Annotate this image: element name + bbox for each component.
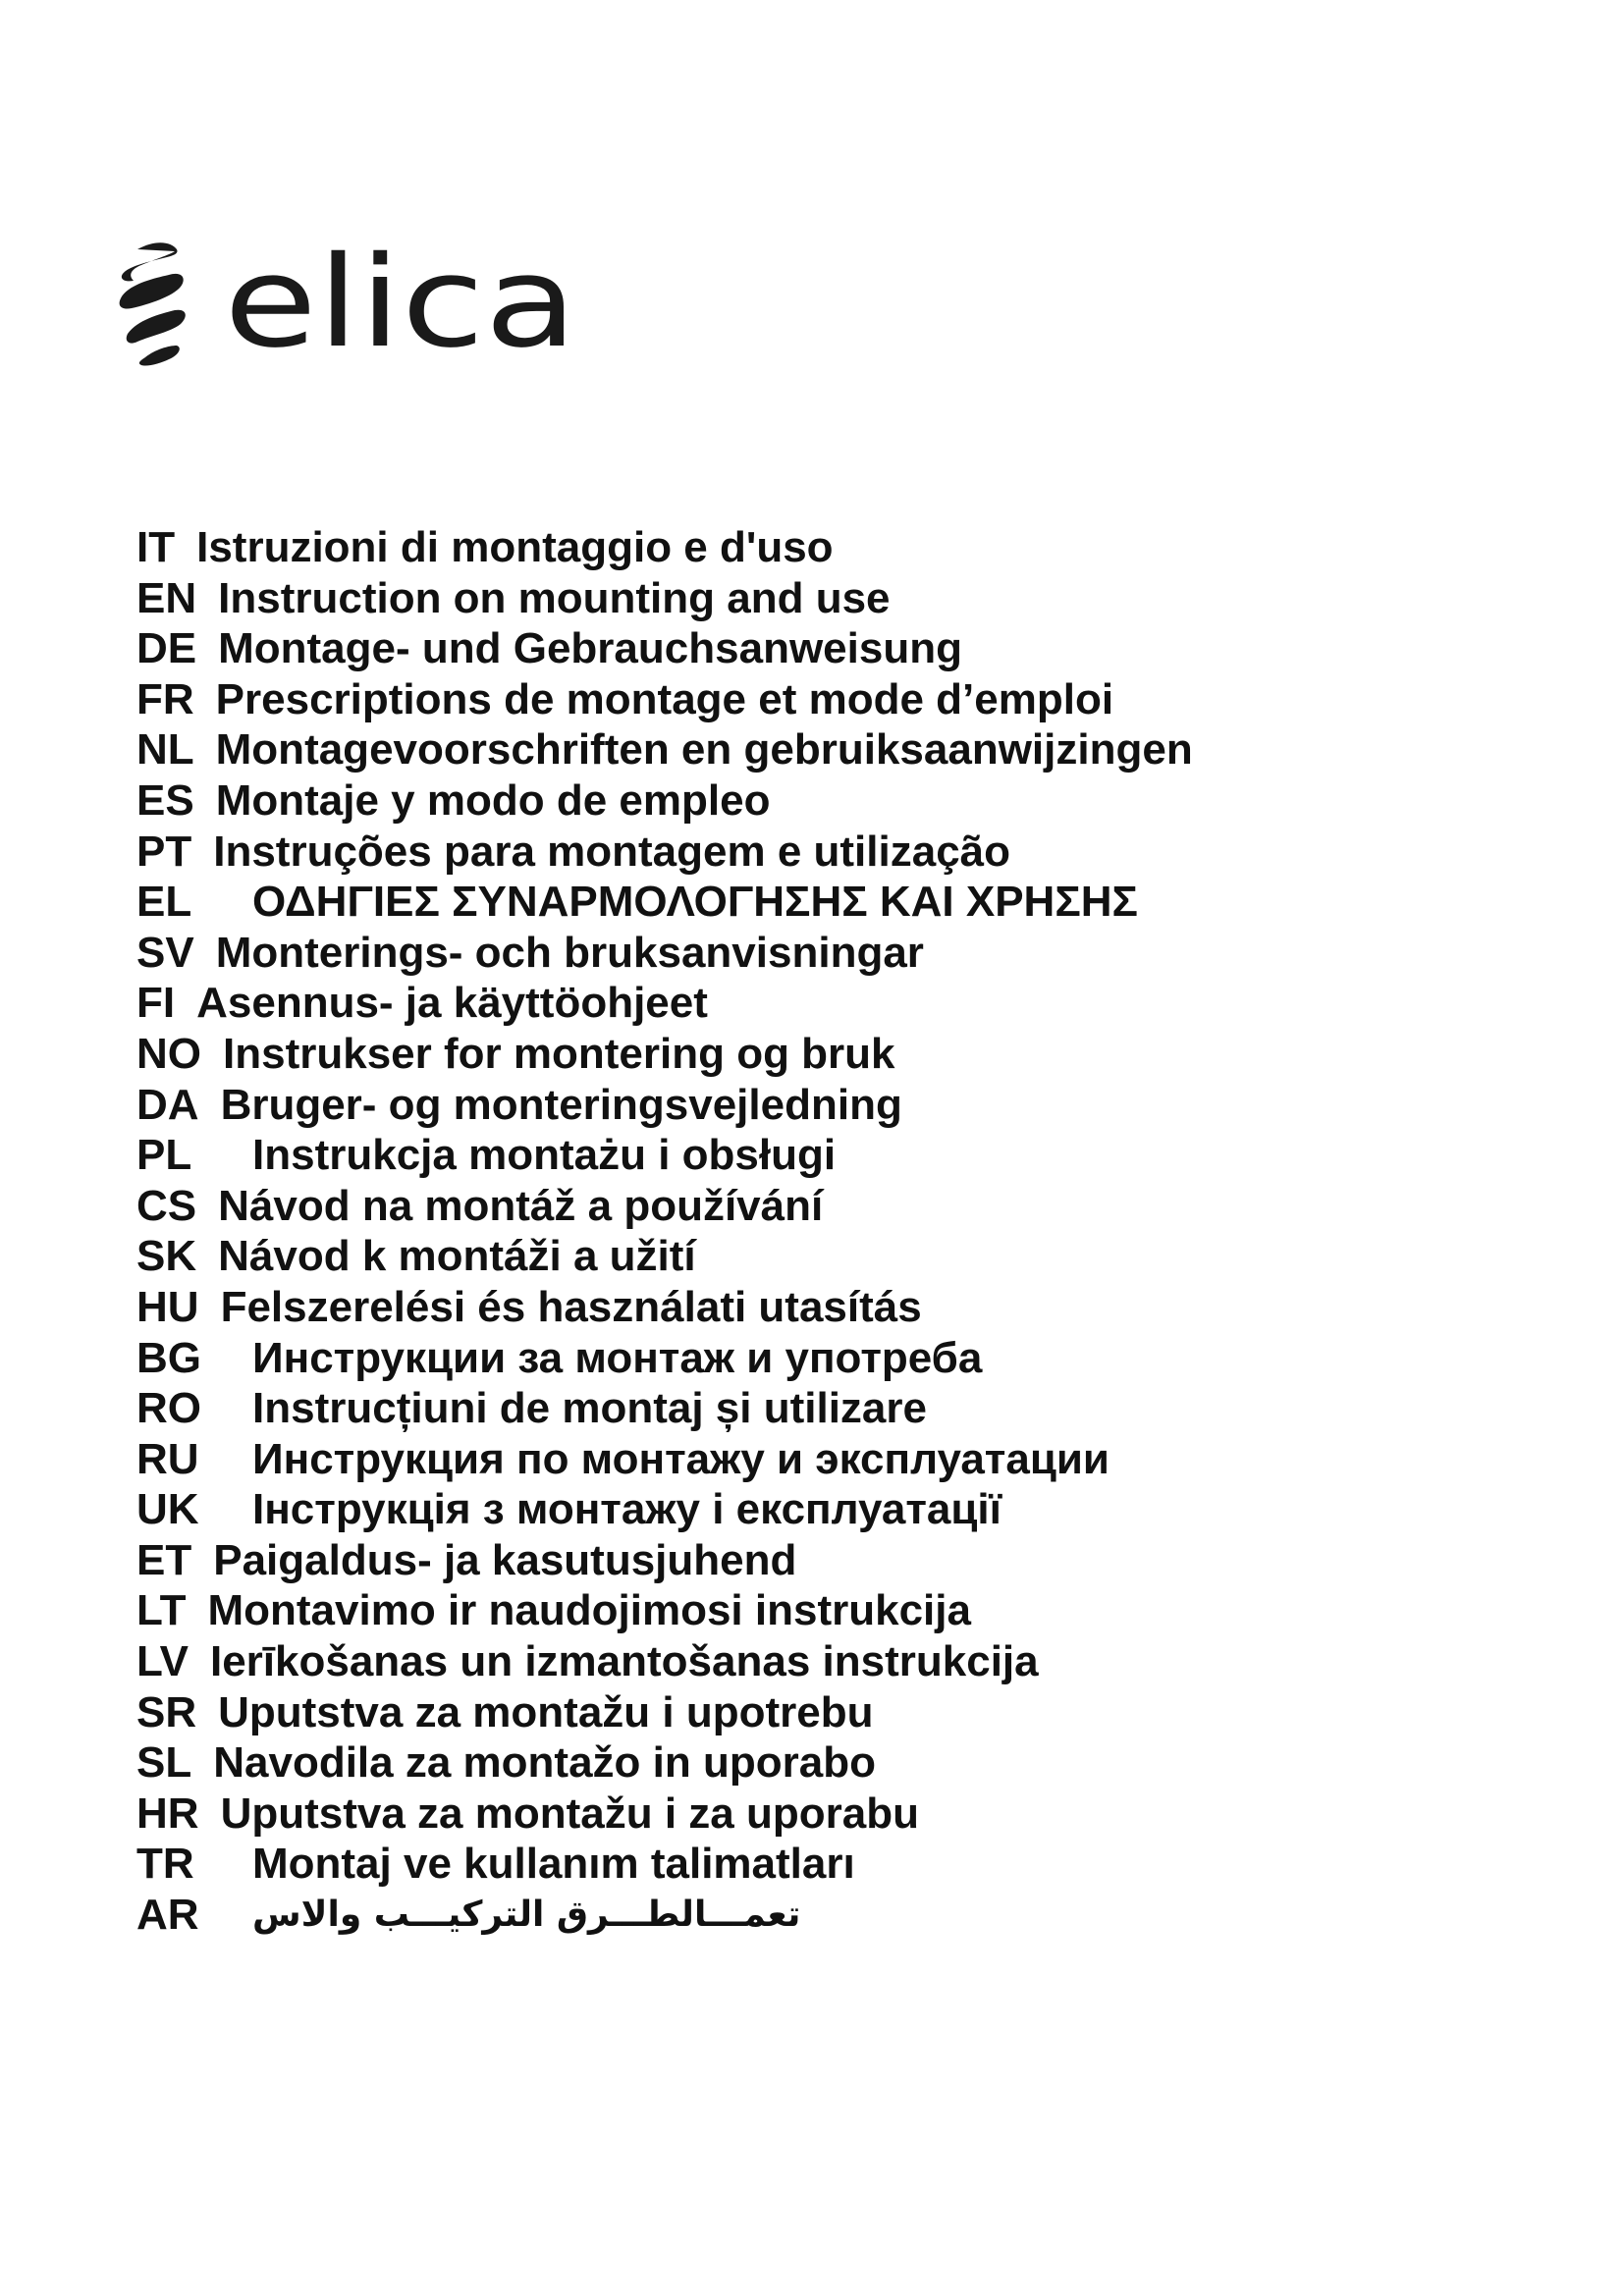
language-row-lv [136,1636,1413,1687]
language-row-nl [136,724,1413,775]
language-title: Инструкции за монтаж и употреба [252,1333,983,1382]
language-code: UK [136,1485,199,1534]
elica-swirl-logo-icon [108,236,589,373]
language-code: CS [136,1181,197,1230]
language-title: Monterings- och bruksanvisningar [215,928,924,977]
language-row-da [136,1080,1413,1131]
language-title: Instruction on mounting and use [218,573,891,622]
language-title: Návod k montáži a užití [218,1232,696,1281]
language-title: Montavimo ir naudojimosi instrukcija [207,1586,971,1635]
language-row-sk [136,1231,1413,1282]
language-code: AR [136,1891,199,1940]
language-code: IT [136,523,176,571]
language-code: BG [136,1333,201,1382]
language-title: Montagevoorschriften en gebruiksaanwijzingen [215,725,1193,774]
language-title: ΟΔΗΓΙΕΣ ΣΥΝΑΡΜΟΛΟΓΗΣΗΣ ΚΑΙ ΧΡΗΣΗΣ [252,878,1138,927]
language-title: Instrukser for montering og bruk [223,1029,895,1078]
language-title: Instrukcja montażu i obsługi [252,1131,837,1180]
language-code: SV [136,928,194,977]
language-title: Felszerelési és használati utasítás [220,1282,922,1331]
language-row-pt [136,827,1413,878]
language-row-bg [136,1333,1413,1384]
language-code: EL [136,878,192,927]
language-row-hu [136,1282,1413,1333]
language-row-cs [136,1181,1413,1232]
language-code: RU [136,1434,199,1483]
language-code: SL [136,1738,192,1788]
language-row-tr [136,1839,1413,1890]
language-code: HR [136,1789,199,1838]
language-row-et [136,1535,1413,1586]
language-code: SR [136,1687,197,1736]
language-code: LT [136,1586,187,1635]
language-code: LV [136,1637,189,1686]
language-title: Montaj ve kullanım talimatları [252,1840,855,1889]
language-row-fr [136,674,1413,725]
language-code: NO [136,1029,201,1078]
language-code: SK [136,1232,197,1281]
language-row-es [136,775,1413,827]
language-row-pl [136,1130,1413,1181]
language-title: Prescriptions de montage et mode d’emploi [215,674,1114,723]
language-row-hr [136,1789,1413,1840]
language-title: Instruções para montagem e utilização [213,827,1011,876]
language-row-de [136,623,1413,674]
language-row-it [136,522,1413,573]
language-title: Uputstva za montažu i za uporabu [220,1789,919,1838]
language-title: Montaje y modo de empleo [215,775,771,825]
language-title: Инструкция по монтажу и эксплуатации [252,1434,1110,1483]
language-row-lt [136,1585,1413,1636]
language-title: Instrucțiuni de montaj și utilizare [252,1384,927,1433]
language-code: ES [136,775,194,825]
language-code: EN [136,573,197,622]
language-row-fi [136,978,1413,1029]
language-row-sl [136,1737,1413,1789]
language-title: Navodila za montažo in uporabo [213,1738,876,1788]
language-code: ET [136,1535,192,1584]
language-code: HU [136,1282,199,1331]
language-code: NL [136,725,194,774]
language-title: Istruzioni di montaggio e d'uso [196,523,834,571]
language-code: DA [136,1080,199,1129]
language-title: Ierīkošanas un izmantošanas instrukcija [209,1637,1039,1686]
language-row-el [136,877,1413,928]
language-row-sv [136,928,1413,979]
language-title: تعمـــالطـــرق التركيـــب والاس [252,1895,801,1936]
language-code: RO [136,1384,201,1433]
language-title: Paigaldus- ja kasutusjuhend [213,1535,797,1584]
language-code: PT [136,827,192,876]
language-code: TR [136,1840,194,1889]
language-title: Asennus- ja käyttöohjeet [196,979,708,1028]
language-row-sr [136,1687,1413,1738]
language-title: Uputstva za montažu i upotrebu [218,1687,874,1736]
language-list [136,522,1413,1941]
language-row-ar [136,1890,1413,1941]
language-row-en [136,573,1413,624]
language-row-uk [136,1484,1413,1535]
language-row-ro [136,1383,1413,1434]
language-code: FI [136,979,176,1028]
language-row-ru [136,1434,1413,1485]
language-title: Інструкція з монтажу і експлуатації [252,1485,1002,1534]
language-title: Bruger- og monteringsvejledning [220,1080,902,1129]
language-row-no [136,1029,1413,1080]
brand-logo [108,236,589,373]
language-code: DE [136,624,197,673]
language-code: FR [136,674,194,723]
language-code: PL [136,1131,192,1180]
language-title: Montage- und Gebrauchsanweisung [218,624,962,673]
language-title: Návod na montáž a používání [218,1181,824,1230]
brand-name: elica [224,236,577,373]
